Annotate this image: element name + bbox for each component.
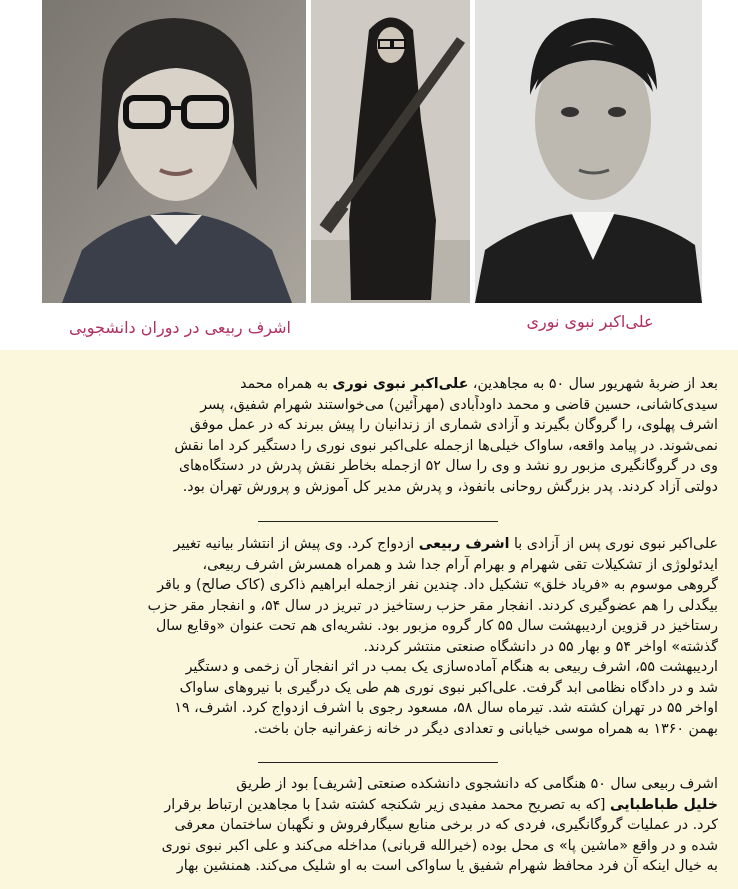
text-line bbox=[28, 456, 718, 477]
text-segment: بیگدلی را هم عضوگیری کردند. انفجار مقر حزب رستاخیز در تبریز در سال ۵۴، و انفجار مقر حزب bbox=[147, 597, 718, 614]
text-segment: کرد. در عملیات گروگانگیری، فردی که در برخی منابع سیگارفروش و نگهبان ساختمان معرفی bbox=[174, 817, 718, 833]
text-segment: به همراه محمد bbox=[240, 376, 333, 392]
text-line bbox=[28, 856, 718, 877]
text-line bbox=[28, 395, 718, 416]
text-line bbox=[28, 719, 718, 740]
text-segment: بعد از ضربهٔ شهریور سال ۵۰ به مجاهدین، bbox=[468, 376, 718, 392]
text-line bbox=[28, 637, 718, 658]
text-line bbox=[28, 575, 718, 596]
photo-ali-akbar bbox=[475, 0, 702, 303]
text-segment: ازدواج کرد. وی پیش از انتشار بیانیه تغییر bbox=[173, 536, 419, 552]
paragraph-2 bbox=[28, 534, 718, 739]
bold-name: اشرف ربیعی bbox=[418, 536, 510, 552]
text-segment: شد و در دادگاه نظامی ابد گرفت. علی‌اکبر نبوی نوری هم طی یک درگیری با نیروهای ساواک bbox=[179, 679, 718, 696]
text-segment: گروهی موسوم به «فریاد خلق» تشکیل داد. چندین نفر ازجمله ابراهیم ذاکری (کاک صالح) و باقر bbox=[157, 577, 718, 593]
separator-line bbox=[258, 521, 498, 522]
photo-ashraf-armed bbox=[311, 0, 470, 303]
text-line bbox=[28, 795, 718, 816]
caption-ashraf: اشرف ربیعی در دوران دانشجویی bbox=[69, 318, 291, 337]
text-line bbox=[28, 534, 718, 555]
text-segment: رستاخیز در قزوین اردیبهشت سال ۵۵ کار گروه مزبور بود. نشریه‌ای هم تحت عنوان «وقایع سال bbox=[155, 618, 718, 634]
bold-name: علی‌اکبر نبوی نوری bbox=[332, 376, 469, 392]
text-line bbox=[28, 698, 718, 719]
text-segment: اشرف ربیعی سال ۵۰ هنگامی که دانشجوی دانشکده صنعتی [شریف] بود از طریق bbox=[236, 776, 718, 792]
bold-name: خلیل طباطبایی bbox=[609, 796, 718, 813]
separator-line bbox=[258, 762, 498, 763]
text-line bbox=[28, 555, 718, 576]
photo-ashraf-student bbox=[42, 0, 306, 303]
text-line bbox=[28, 374, 718, 395]
text-segment: [که به تصریح محمد مفیدی زیر شکنجه کشته شد] با مجاهدین ارتباط برقرار bbox=[164, 796, 610, 813]
paragraph-1 bbox=[28, 374, 718, 497]
text-segment: علی‌اکبر نبوی نوری پس از آزادی با bbox=[509, 536, 718, 552]
text-line bbox=[28, 415, 718, 436]
text-line bbox=[28, 616, 718, 637]
text-segment: دولتی آزاد کردند. پدر بزرگش روحانی بانفوذ، و پدرش مدیر کل آموزش و پرورش تهران بود. bbox=[182, 478, 718, 495]
text-line bbox=[28, 678, 718, 699]
text-segment: اردیبهشت ۵۵، اشرف ربیعی به هنگام آماده‌سازی یک بمب در اثر انفجار آن زخمی و دستگیر bbox=[185, 659, 718, 675]
text-segment: نمی‌شوند. در پیامد واقعه، ساواک خیلی‌ها ازجمله علی‌اکبر نبوی نوری را دستگیر کرد اما نقش bbox=[174, 437, 718, 454]
text-line bbox=[28, 815, 718, 836]
text-segment: گذشته» اواخر ۵۴ و بهار ۵۵ در دانشگاه صنعتی منتشر کردند. bbox=[363, 638, 718, 655]
text-line bbox=[28, 596, 718, 617]
caption-ali-akbar: علی‌اکبر نبوی نوری bbox=[526, 312, 654, 331]
paragraph-3 bbox=[28, 774, 718, 877]
text-line bbox=[28, 436, 718, 457]
text-segment: سیدی‌کاشانی، حسین قاضی و محمد داوداًبادی (مهراًئین) می‌خواستند شهرام شفیق، پسر bbox=[200, 396, 718, 413]
text-segment: شده و در واقع «ماشین پا» ی محل بوده (خیرالله قربانی) مداخله می‌کند و علی اکبر نبوی نوری bbox=[161, 837, 718, 854]
text-segment: وی در گروگانگیری مزبور رو نشد و وی را سال ۵۲ ازجمله بخاطر نقش پدرش در دستگاه‌های bbox=[178, 458, 718, 474]
text-line bbox=[28, 477, 718, 498]
text-segment: ایدئولوژی از تشکیلات تقی شهرام و بهرام آرام جدا شد و همراه همسرش اشرف ربیعی، bbox=[202, 556, 718, 573]
text-segment: بهمن ۱۳۶۰ به همراه موسی خیابانی و تعدادی دیگر در خانه زعفرانیه جان باخت. bbox=[253, 720, 718, 737]
text-line bbox=[28, 774, 718, 795]
text-segment: به خیال اینکه آن فرد محافظ شهرام شفیق یا ساواکی است به او شلیک می‌کند. همنشین بهار bbox=[176, 858, 718, 874]
text-line bbox=[28, 657, 718, 678]
text-segment: اواخر ۵۵ در تهران کشته شد. تیرماه سال ۵۸، مسعود رجوی با اشرف ازدواج کرد. اشرف، ۱۹ bbox=[174, 700, 718, 716]
text-segment: اشرف پهلوی، را گروگان بگیرند و آزادی شماری از زندانیان را پیش ببرند که در عمل موفق bbox=[189, 417, 718, 433]
text-line bbox=[28, 836, 718, 857]
article-text-box bbox=[0, 350, 738, 889]
